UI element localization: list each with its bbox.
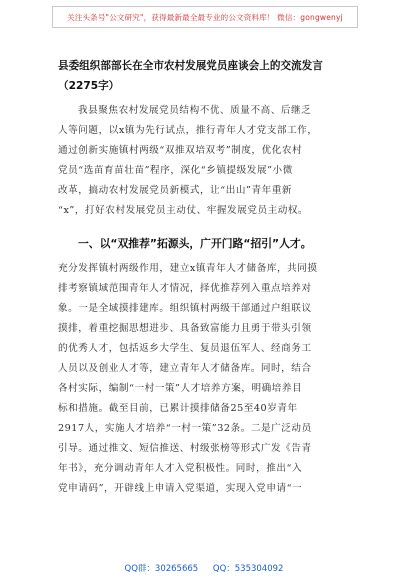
paragraph-line: “x”，打好农村发展党员主动仗、牢握发展党员主动权。 (58, 205, 309, 216)
paragraph-line: 引导。通过推文、短信推送、村级张榜等形式广发《告青 (58, 443, 312, 454)
paragraph-line: 充分发挥镇村两级作用，建立x镇青年人才储备库，共同摸 (58, 263, 318, 274)
paragraph-line: 年书》，充分调动青年人才入党积极性。同时，推出“入 (58, 463, 303, 474)
paragraph-line: 2917人，实施人才培养“一村一策”32条。二是广泛动员 (58, 423, 312, 434)
document-title: 县委组织部部长在全市农村发展党员座谈会上的交流发言 (58, 60, 323, 72)
paragraph-line: 党员“选苗育苗壮苗”程序，深化“乡镇提级发展”小微 (58, 165, 293, 176)
paragraph-line: 我县聚焦农村发展党员结构不优、质量不高、后继乏 (78, 105, 312, 116)
paragraph-line: 摸排，着重挖掘思想进步、具备致富能力且勇于带头引领 (58, 323, 312, 334)
paragraph-line: 象。一是全域摸排建库。组织镇村两级干部通过户组联议 (58, 303, 312, 314)
qq-group-number: QQ群：30265665 (124, 564, 199, 574)
qq-number: QQ：535304092 (212, 564, 284, 574)
paragraph-line: 通过创新实施镇村两级“双推双培双考”制度，优化农村 (58, 145, 303, 156)
paragraph-line: 标和措施。截至目前，已累计摸排储备25至40岁青年 (58, 403, 298, 414)
section-heading: 一、以“双推荐”拓源头，广开门路“招引”人才。 (78, 237, 312, 250)
paragraph-line: 的优秀人才，包括返乡大学生、复员退伍军人、经商务工 (58, 343, 312, 354)
paragraph-line: 各村实际，编制“一村一策”人才培养方案，明确培养目 (58, 383, 303, 394)
paragraph-line: 党申请码”，开辟线上申请入党渠道，实现入党申请“一 (58, 483, 303, 494)
footer-contacts (0, 562, 408, 574)
paragraph-line: 人等问题，以x镇为先行试点，推行青年人才党支部工作， (58, 125, 318, 136)
word-count: （2275字） (58, 80, 120, 92)
paragraph-line: 人员以及创业人才等，建立青年人才储备库。同时，结合 (58, 363, 312, 374)
paragraph-line: 排考察镇域范围青年人才情况，择优推荐列入重点培养对 (58, 283, 312, 294)
paragraph-line: 改革，搞动农村发展党员新模式，让“出山”青年重新 (58, 185, 293, 196)
header-banner: 关注头条号"公文研究"，获得最新最全最专业的公文资料库！ 微信：gongwenyj (52, 6, 358, 28)
